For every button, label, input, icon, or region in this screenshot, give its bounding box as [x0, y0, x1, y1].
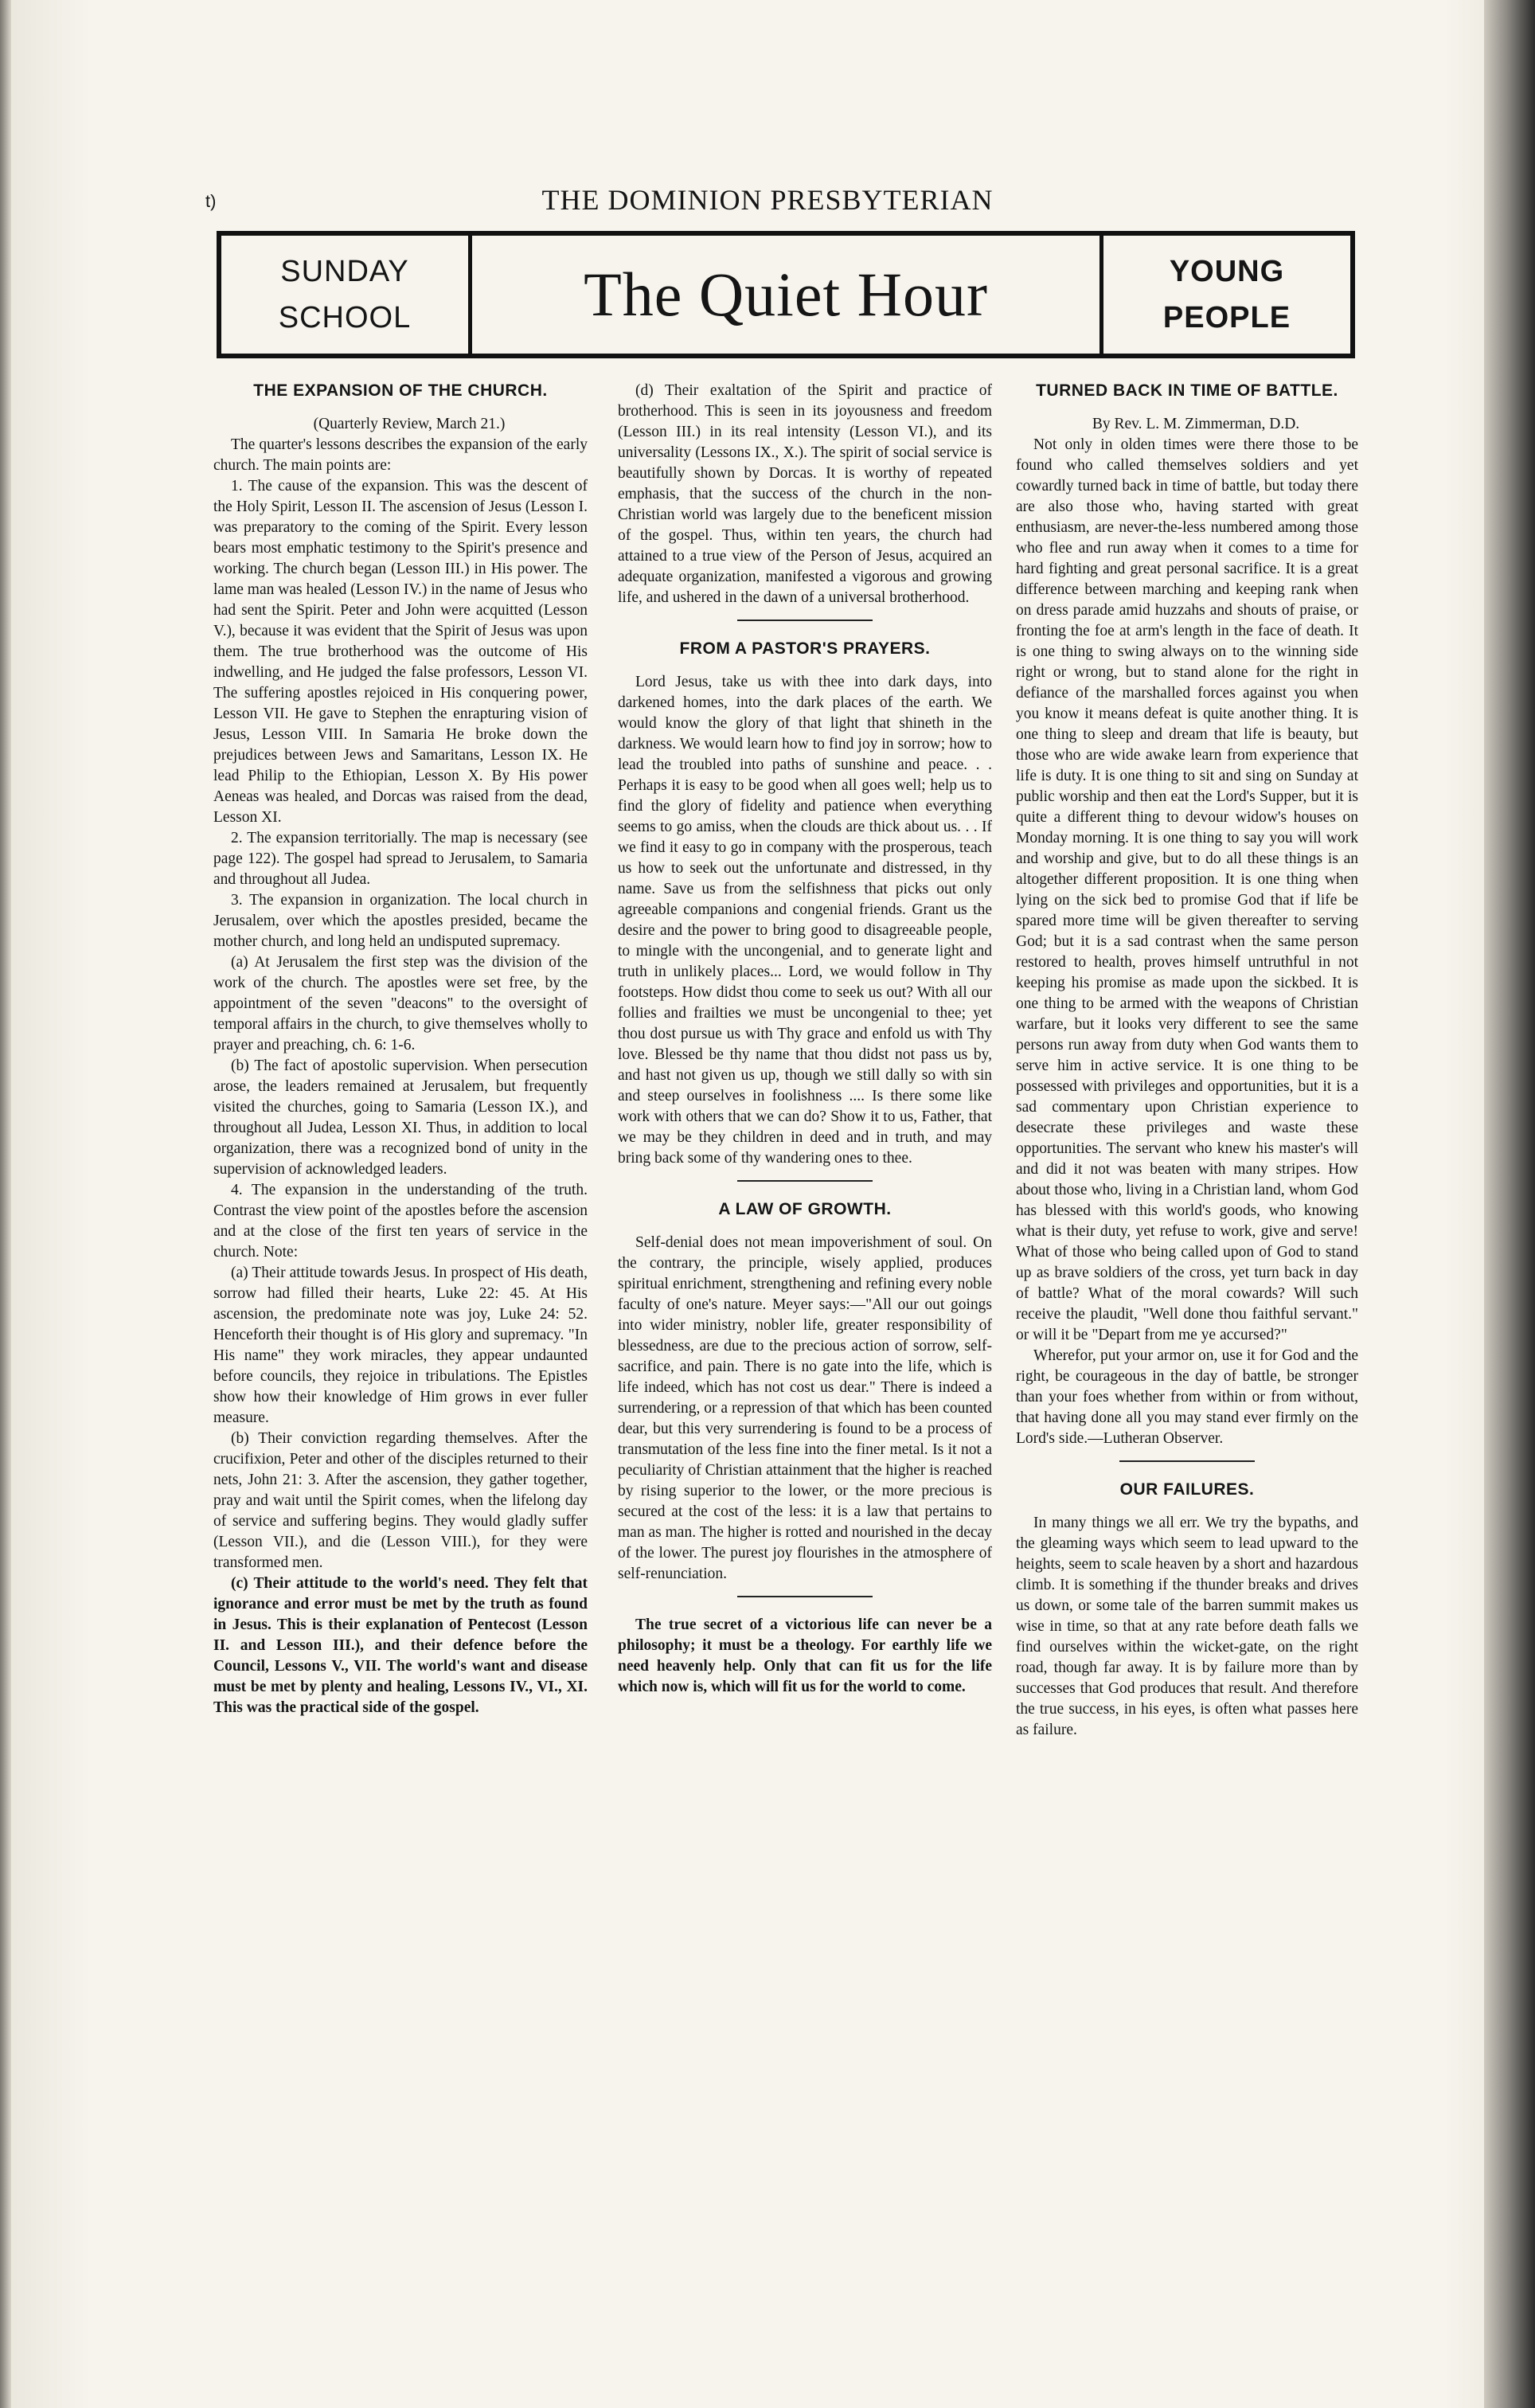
- page-binding-edge: [0, 0, 11, 2408]
- running-head: THE DOMINION PRESBYTERIAN: [541, 184, 994, 216]
- article-prayers-title: FROM A PASTOR'S PRAYERS.: [679, 639, 931, 658]
- article-expansion-paragraph: (b) The fact of apostolic supervision. When persecution arose, the leaders remained at Jerusalem, but frequently visited the churches, going to Samaria (Lesson IX.), and throughout all Judea, Lesson XI. Thus, in addition to local organization, there was a recognized bond of unity in the supervision of acknowledged leaders.: [213, 1057, 588, 1178]
- article-prayers-text: Lord Jesus, take us with thee into dark days, into darkened homes, into the dark places of the earth. We would know the glory of that light that shineth in the darkness. We would learn how to find joy in sorrow; how to lead the troubled into paths of sunshine and peace. . . Perhaps it is easy to be good when all goes well; help us to find the glory of fidelity and patience when everything seems to go amiss, when the clouds are thick about us. . . If we find it easy to go in company with the prosperous, teach us how to seek out the unfortunate and distressed, in thy name. Save us from the selfishness that picks out only agreeable companions and congenial friends. Grant us the desire and the power to bring good to disagreeable people, to mingle with the uncongenial, and to generate light and truth in unlikely places... Lord, we would follow in Thy footsteps. How didst thou come to seek us out? With all our follies and frailties we must be uncongenial to thee; yet thou dost pursue us with Thy grace and enfold us with Thy love. Blessed be thy name that thou didst not pass us by, and hast not given us up, though we still dally so with sin and steep ourselves in foolishness .... Is there some like work with others that we can do? Show it to us, Father, that we may be they children in deed and in truth, and may bring back some of thy wandering ones to thee.: [618, 674, 992, 1167]
- banner-left-line1: SUNDAY: [280, 255, 409, 288]
- divider-rule: [737, 1180, 873, 1182]
- article-growth-closing: The true secret of a victorious life can never be a philosophy; it must be a theology. For earthly life we need heavenly help. Only that can fit us for the life which now is, which will fit us for the world to come.: [618, 1616, 992, 1695]
- article-expansion-paragraph: (a) At Jerusalem the first step was the division of the work of the church. The apostles were set free, by the appointment of the seven "deacons" to the oversight of temporal affairs in the church, to give themselves wholly to prayer and preaching, ch. 6: 1-6.: [213, 954, 588, 1054]
- folio-mark: t): [205, 191, 217, 211]
- banner-right-line1: YOUNG: [1169, 255, 1285, 288]
- article-battle-paragraph: Not only in olden times were there those to be found who called themselves soldiers and yet cowardly turned back in time of battle, but today there are also those who, having started with great enthusiasm, are never-the-less numbered among those who flee and run away when it comes to a time for hard fighting and great personal sacrifice. It is a great difference between marching and keeping rank when on dress parade amid huzzahs and shouts of praise, or fronting the foe at arm's length in the face of death. It is one thing to swing always on to the winning side right or wrong, but to stand alone for the right in defiance of the marshalled forces against you when you know it means defeat is quite another thing. It is one thing to sleep and dream that life is beauty, but those who are wide awake learn from experience that life is duty. It is one thing to sit and sing on Sunday at public worship and then eat the Lord's Supper, but it is quite a different thing to devour widow's houses on Monday morning. It is one thing to say you will work and worship and give, but to do all these things is an altogether different proposition. It is one thing when lying on the sick bed to promise God that if life be spared more time will be given thereafter to serving God; but it is a sad contrast when the same person restored to health, proves himself untruthful in not keeping his promise as made upon the sickbed. It is one thing to be armed with the weapons of Christian warfare, but it looks very different to see the same persons run away from duty when God wants them to serve him in active service. It is one thing to be possessed with privileges and opportunities, but it is a sad commentary upon Christian experience to desecrate these privileges and waste these opportunities. The servant who knew his master's will and did it not was beaten with many stripes. How about those who, living in a Christian land, whom God has blessed with this world's goods, who knowing what is their duty, yet refuse to work, give and serve! What of those who being called upon of God to stand up as brave soldiers of the cross, yet turn back in day of battle? What of the moral cowards? Will such receive the plaudit, "Well done thou faithful servant." or will it be "Depart from me ye accursed?": [1016, 436, 1358, 1343]
- article-expansion-paragraph: (b) Their conviction regarding themselves. After the crucifixion, Peter and other of the disciples returned to their nets, John 21: 3. After the ascension, they gather together, pray and wait until the Spirit comes, when the lifelong day of service and suffering begins. They would gladly suffer (Lesson VII.), and die (Lesson VIII.), for they were transformed men.: [213, 1430, 588, 1571]
- article-expansion-paragraph: 4. The expansion in the understanding of the truth. Contrast the view point of the apostles before the ascension and at the close of the first ten years of service in the church. Note:: [213, 1182, 588, 1261]
- banner-right: [1099, 236, 1350, 354]
- article-failures-text: In many things we all err. We try the bypaths, and the gleaming ways which seem to lead upward to the heights, seem to scale heaven by a short and hazardous climb. It is something if the thunder breaks and drives us down, or some tale of the barren summit makes us wise in time, so that at any rate before death falls we find ourselves within the wicket-gate, on the right road, though far away. It is by failure more than by successes that God produces that result. And therefore the true success, in his eyes, is often what passes here as failure.: [1016, 1515, 1358, 1738]
- article-expansion-paragraph: 2. The expansion territorially. The map is necessary (see page 122). The gospel had spread to Jerusalem, to Samaria and throughout all Judea.: [213, 830, 588, 888]
- banner-right-line2: PEOPLE: [1162, 301, 1291, 334]
- column-3: [1016, 381, 1358, 1741]
- divider-rule: [737, 1596, 873, 1597]
- page-shadow-edge: [1484, 0, 1535, 2408]
- article-expansion-title: THE EXPANSION OF THE CHURCH.: [253, 381, 548, 400]
- article-expansion-continued: (d) Their exaltation of the Spirit and practice of brotherhood. This is seen in its joyousness and freedom (Lesson III.) in its real intensity (Lesson VI.), and its universality (Lessons IX., X.). The spirit of social service is beautifully shown by Dorcas. It is worthy of repeated emphasis, that the success of the church in the non-Christian world was largely due to the beneficent mission of the gospel. Thus, within ten years, the church had attained to a true view of the Person of Jesus, acquired an adequate organization, manifested a vigorous and growing life, and ushered in the dawn of a universal brotherhood.: [618, 382, 992, 606]
- divider-rule: [1119, 1460, 1255, 1462]
- column-1: [213, 381, 588, 1718]
- article-expansion-subtitle: (Quarterly Review, March 21.): [313, 416, 506, 432]
- banner-left-line2: SCHOOL: [278, 301, 412, 334]
- article-battle-byline: By Rev. L. M. Zimmerman, D.D.: [1092, 416, 1300, 432]
- article-growth-text: Self-denial does not mean impoverishment of soul. On the contrary, the principle, wisely applied, produces spiritual enrichment, strengthening and refining every noble faculty of one's nature. Meyer says:—"All our out goings into wider ministry, nobler life, greater responsibility of blessedness, are due to the precious action of sorrow, self-sacrifice, and pain. There is no gate into the life, which is life indeed, which has not cost us dear." There is indeed a surrendering, or a repression of that which has been counted dear, but this very surrendering is found to be a process of transmutation of the less fine into the finer metal. Is it not a peculiarity of Christian attainment that the higher is reached by rising superior to the lower, or the more precious is secured at the cost of the less: it is a law that pertains to man as man. The higher is rotted and nourished in the decay of the lower. The purest joy flourishes in the atmosphere of self-renunciation.: [618, 1234, 993, 1582]
- column-2: [618, 381, 992, 1698]
- article-battle-paragraph: Wherefor, put your armor on, use it for God and the right, be courageous in the day of battle, be stronger than your foes whether from within or from without, that having done all you may stand ever firmly on the Lord's side.—Lutheran Observer.: [1016, 1347, 1358, 1447]
- banner-left: [221, 236, 472, 354]
- article-battle-title: TURNED BACK IN TIME OF BATTLE.: [1036, 381, 1338, 400]
- article-expansion-paragraph: (c) Their attitude to the world's need. They felt that ignorance and error must be met by the truth as found in Jesus. This is their explanation of Pentecost (Lesson II. and Lesson III.), and their defence before the Council, Lessons V., VII. The world's want and disease must be met by plenty and healing, Lessons IV., VI., XI. This was the practical side of the gospel.: [213, 1575, 588, 1716]
- banner-title: The Quiet Hour: [584, 260, 988, 329]
- article-expansion-paragraph: The quarter's lessons describes the expansion of the early church. The main points are:: [213, 436, 588, 474]
- article-failures-title: OUR FAILURES.: [1119, 1480, 1255, 1499]
- article-expansion-paragraph: 3. The expansion in organization. The local church in Jerusalem, over which the apostles presided, became the mother church, and long held an undisputed supremacy.: [213, 892, 588, 950]
- divider-rule: [737, 620, 873, 621]
- section-banner: [217, 231, 1355, 358]
- article-expansion-paragraph: 1. The cause of the expansion. This was the descent of the Holy Spirit, Lesson II. The ascension of Jesus (Lesson I. was preparatory to the coming of the Spirit. Every lesson bears most emphatic testimony to the Spirit's presence and working. The church began (Lesson III.) in His power. The lame man was healed (Lesson IV.) in the name of Jesus who had sent the Spirit. Peter and John were acquitted (Lesson V.), because it was evident that the Spirit of Jesus was upon them. The true brotherhood was the outcome of His indwelling, and He judged the false professors, Lesson VI. The suffering apostles rejoiced in His conquering power, Lesson VII. He gave to Stephen the enrapturing vision of Jesus, Lesson VIII. In Samaria He broke down the prejudices between Jews and Samaritans, Lesson IX. He lead Philip to the Ethiopian, Lesson X. By His power Aeneas was healed, and Dorcas was raised from the dead, Lesson XI.: [213, 478, 588, 826]
- article-expansion-paragraph: (a) Their attitude towards Jesus. In prospect of His death, sorrow had filled their hearts, Luke 22: 45. At His ascension, the predominate note was joy, Luke 24: 52. Henceforth their thought is of His glory and supremacy. "In His name" they work miracles, they appear undaunted before councils, they rejoice in tribulations. The Epistles show how their knowledge of Him grows in ever fuller measure.: [213, 1265, 588, 1426]
- article-growth-title: A LAW OF GROWTH.: [718, 1200, 892, 1218]
